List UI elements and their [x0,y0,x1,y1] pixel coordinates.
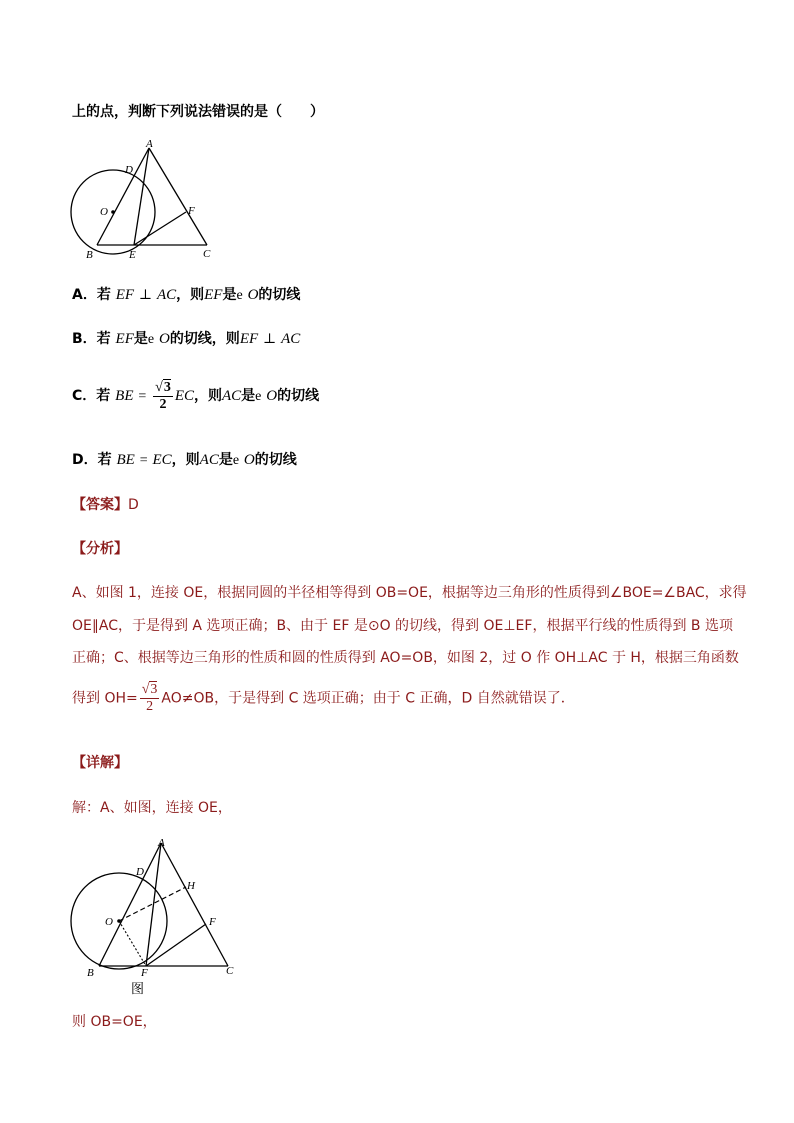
math-ac: AC [156,287,177,303]
circle-symbol: e [236,288,243,303]
option-b-prefix: B．若 [72,331,111,347]
answer-value: D [128,497,139,513]
math-ec: EC [152,452,172,468]
fig2-label-h: H [187,880,195,892]
equals-symbol: = [138,389,147,404]
math-ef: EF [239,331,259,347]
fig2-label-f: F [209,916,216,928]
analysis-conclusion: AO≠OB，于是得到 C 选项正确；由于 C 正确，D 自然就错误了． [161,690,575,707]
fig2-label-b: B [87,967,94,979]
math-ac: AC [199,452,219,468]
math-ef: EF [115,331,134,347]
equals-symbol: = [139,453,148,468]
fig1-label-o: O [100,206,108,218]
fig2-label-a: A [158,837,165,849]
detail-line-1: 解：A、如图，连接 OE， [72,800,232,816]
fig1-label-d: D [125,164,133,176]
fig1-center-dot [111,210,115,214]
figure-2-circle-triangle [60,830,250,995]
math-be: BE [115,388,134,404]
option-c-prefix: C．若 [72,388,111,404]
fig2-label-e: F [141,967,148,979]
fig1-label-a: A [146,138,153,150]
fig2-side-ac [161,843,228,966]
circle-symbol: e [232,453,240,468]
math-ac: AC [281,331,301,347]
fig1-label-c: C [203,248,211,260]
figure-caption: 图 [131,982,145,997]
math-ec: EC [174,388,194,404]
math-o: O [266,388,278,404]
perp-symbol: ⊥ [138,288,153,303]
text-tangent: 的切线 [277,388,320,404]
text-tangent-then: 的切线，则 [169,331,240,347]
fig1-label-f: F [188,205,195,217]
text-is: 是 [241,388,256,404]
text-then: ，则 [176,287,205,303]
analysis-oh-text: 得到 OH= [72,690,138,707]
math-ef: EF [204,287,223,303]
analysis-line-3: 正确；C、根据等边三角形的性质和圆的性质得到 AO=OB，如图 2，过 O 作 OH⊥AC 于 H，根据三角函数 [72,650,739,666]
question-stem: 上的点，判断下列说法错误的是（ ） [72,104,324,120]
detail-tag: 【详解】 [72,755,128,771]
analysis-line-2: OE∥AC，于是得到 A 选项正确；B、由于 EF 是⊙O 的切线，得到 OE⊥EF，根据平行线的性质得到 B 选项 [72,618,733,634]
circle-symbol: e [147,332,155,347]
math-be: BE [116,452,135,468]
math-o: O [158,331,170,347]
option-a-prefix: A．若 [72,287,111,303]
answer-row [72,494,139,514]
detail-line-2: 则 OB=OE， [72,1014,157,1030]
text-tangent: 的切线 [258,287,301,303]
text-then: ，则 [171,452,200,468]
option-a [72,284,300,304]
text-is: 是 [133,331,148,347]
fraction-sqrt3-over-2: $\frac{√3}{2}$ [155,379,171,412]
math-o: O [247,287,259,303]
fig2-dotted-oe [119,921,146,966]
analysis-line-4 [72,682,575,715]
option-d-prefix: D．若 [72,452,112,468]
fig1-label-b: B [86,249,93,261]
option-b [72,328,300,348]
math-ef: EF [115,287,135,303]
fig2-label-c: C [226,965,234,977]
fraction-sqrt3-over-2: $\frac{√3}{2}$ [141,682,158,714]
text-tangent: 的切线 [254,452,297,468]
text-is: 是 [218,452,233,468]
perp-symbol: ⊥ [263,332,277,347]
fig1-segment-ef [134,212,186,245]
circle-symbol: e [255,389,262,404]
fig2-label-o: O [105,916,113,928]
figure-1-circle-triangle [60,135,230,265]
fig2-label-d: D [136,866,144,878]
fig2-segment-ff [146,924,206,966]
analysis-line-1: A、如图 1，连接 OE，根据同圆的半径相等得到 OB=OE，根据等边三角形的性质得到∠BOE=∠BAC，求得 [72,585,747,601]
text-is: 是 [222,287,237,303]
option-d [72,449,297,469]
option-c [72,376,319,417]
fig2-center-dot [117,919,121,923]
text-then: ，则 [194,388,222,404]
answer-tag: 【答案】 [72,497,128,513]
math-ac: AC [222,388,242,404]
math-o: O [243,452,255,468]
fig1-label-e: E [129,249,136,261]
analysis-tag: 【分析】 [72,541,128,557]
